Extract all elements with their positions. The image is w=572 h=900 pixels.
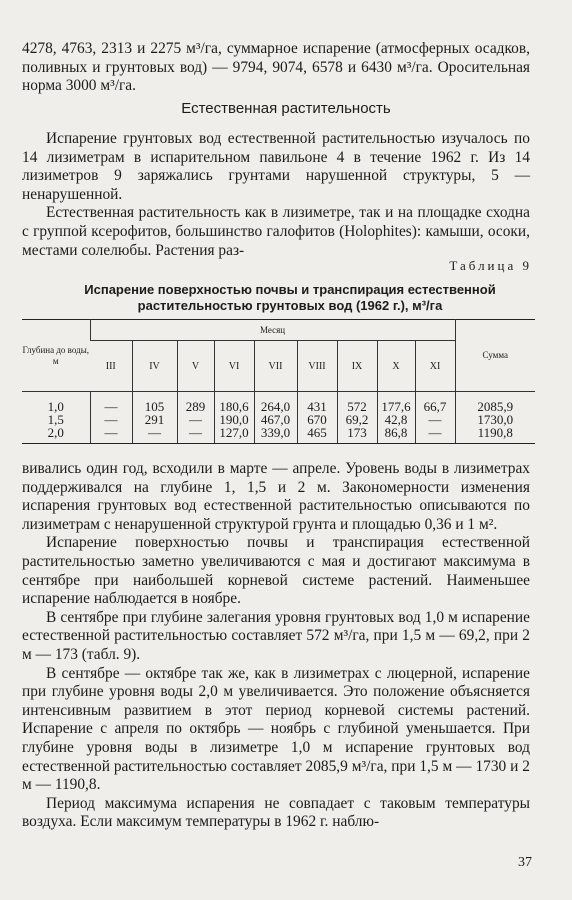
- table-cell: 467,0: [260, 412, 291, 427]
- month-cell: [132, 400, 177, 444]
- month-cell: [214, 400, 254, 444]
- month-cell: [177, 400, 214, 444]
- table-cell: 291: [144, 412, 165, 427]
- table-cell: —: [148, 425, 161, 440]
- paragraph: 4278, 4763, 2313 и 2275 м³/га, суммарное испарение (атмосферных осадков, поливных и грунтовых вод) — 9794, 9074, 6578 и 6430 м³/га. Оросительная норма 3000 м³/га.: [22, 40, 530, 95]
- table-cell: 105: [144, 399, 165, 414]
- paragraph: Испарение поверхностью почвы и транспирация естественной растительностью заметно увеличиваются с мая и достигают максимума в сентябре при наибольшей корневой системе растений. Наименьшее испарение наблюдается в ноябре.: [22, 534, 530, 608]
- intro-text: [22, 130, 530, 260]
- table-cell: 1,0: [47, 399, 64, 414]
- depth-cell: [22, 400, 90, 444]
- table-cell: —: [104, 425, 118, 440]
- table-cell: 2,0: [47, 425, 64, 440]
- table-cell: 264,0: [260, 399, 291, 414]
- table-cell: —: [189, 425, 202, 440]
- data-table: [22, 319, 535, 444]
- depth-header: Глубина до воды, м: [22, 344, 89, 366]
- paragraph: В сентябре при глубине залегания уровня грунтовых вод 1,0 м испарение естественной растительностью составляет 572 м³/га, при 1,5 м — 69,2, при 2 м — 173 (табл. 9).: [22, 608, 530, 663]
- month-col-header: X: [377, 341, 415, 392]
- table-cell: 190,0: [219, 412, 249, 427]
- section-heading: Естественная растительность: [181, 100, 391, 117]
- bottom-text: [22, 460, 530, 832]
- paragraph: Период максимума испарения не совпадает с таковым температуры воздуха. Если максимум температуры в 1962 г. наблю-: [22, 794, 530, 831]
- table-cell: 2085,9: [477, 399, 514, 414]
- month-col-header: III: [90, 341, 132, 392]
- table-cell: 431: [307, 399, 327, 414]
- table-cell: 177,6: [381, 399, 411, 414]
- table-cell: 180,6: [219, 399, 249, 414]
- month-col-header: IV: [132, 341, 177, 392]
- sum-cell: [455, 400, 535, 444]
- paragraph: Испарение грунтовых вод естественной растительностью изучалось по 14 лизиметрам в испарительном павильоне 4 в течение 1962 г. Из 14 лизиметров 9 заряжались грунтами нарушенной структуры, 5 — ненарушенной.: [22, 130, 530, 203]
- month-col-header: XI: [415, 341, 455, 392]
- table-cell: —: [428, 412, 442, 427]
- table-cell: 173: [347, 425, 367, 440]
- table-cell: —: [104, 412, 118, 427]
- table-cell: 1,5: [47, 412, 64, 427]
- month-col-header: VIII: [297, 341, 337, 392]
- table-cell: —: [104, 399, 118, 414]
- table-cell: 69,2: [345, 412, 369, 427]
- table-label: Таблица 9: [449, 258, 532, 273]
- table-cell: 572: [347, 399, 367, 414]
- table-cell: 42,8: [384, 412, 408, 427]
- month-col-header: IX: [337, 341, 377, 392]
- paragraph: Естественная растительность как в лизиметре, так и на площадке сходна с группой ксерофитов, большинство галофитов (Holophites): камыши, осоки, местами солелюбы. Растения раз-: [22, 204, 530, 259]
- table-cell: 670: [307, 412, 327, 427]
- table-cell: 66,7: [423, 399, 447, 414]
- table-cell: 127,0: [219, 425, 249, 440]
- table-cell: 339,0: [260, 425, 291, 440]
- table-cell: 289: [185, 399, 206, 414]
- table-cell: —: [428, 425, 442, 440]
- table-cell: 1730,0: [477, 412, 514, 427]
- paragraph: В сентябре — октябре так же, как в лизиметрах с люцерной, испарение при глубине уровня воды 2,0 м увеличивается. Это положение объясняется интенсивным развитием в этот период корневой системы растений. Испарение с апреля по октябрь — ноябрь с глубиной уменьшается. При глубине уровня воды в лизиметре 1,0 м испарение грунтовых вод естественной растительностью составляет 2085,9 м³/га, при 1,5 м — 1730 и 2 м — 1190,8.: [22, 664, 530, 794]
- month-cell: [297, 400, 337, 444]
- table-cell: 465: [307, 425, 327, 440]
- month-col-header: VII: [254, 341, 297, 392]
- month-header: Месяц: [90, 320, 455, 341]
- month-cell: [377, 400, 415, 444]
- month-cell: [337, 400, 377, 444]
- month-cell: [254, 400, 297, 444]
- month-col-header: V: [177, 341, 214, 392]
- table-title: Испарение поверхностью почвы и транспирация естественной растительностью грунтовых вод (1962 г.), м³/га: [84, 282, 496, 313]
- page-number: 37: [518, 855, 532, 870]
- table-cell: 86,8: [384, 425, 408, 440]
- sum-header: Сумма: [455, 320, 535, 392]
- table-body-row: [22, 400, 535, 444]
- table-cell: 1190,8: [477, 425, 513, 440]
- month-cell: [415, 400, 455, 444]
- table-cell: —: [189, 412, 202, 427]
- paragraph: вивались один год, всходили в марте — апреле. Уровень воды в лизиметрах поддерживался на глубине 1, 1,5 и 2 м. Закономерности изменения испарения грунтовых вод естественной растительностью описываются по лизиметрам с ненарушенной структурой грунта и площадью 0,36 и 1 м².: [22, 460, 530, 533]
- month-col-header: VI: [214, 341, 254, 392]
- top-paragraph: [22, 40, 530, 96]
- month-cell: [90, 400, 132, 444]
